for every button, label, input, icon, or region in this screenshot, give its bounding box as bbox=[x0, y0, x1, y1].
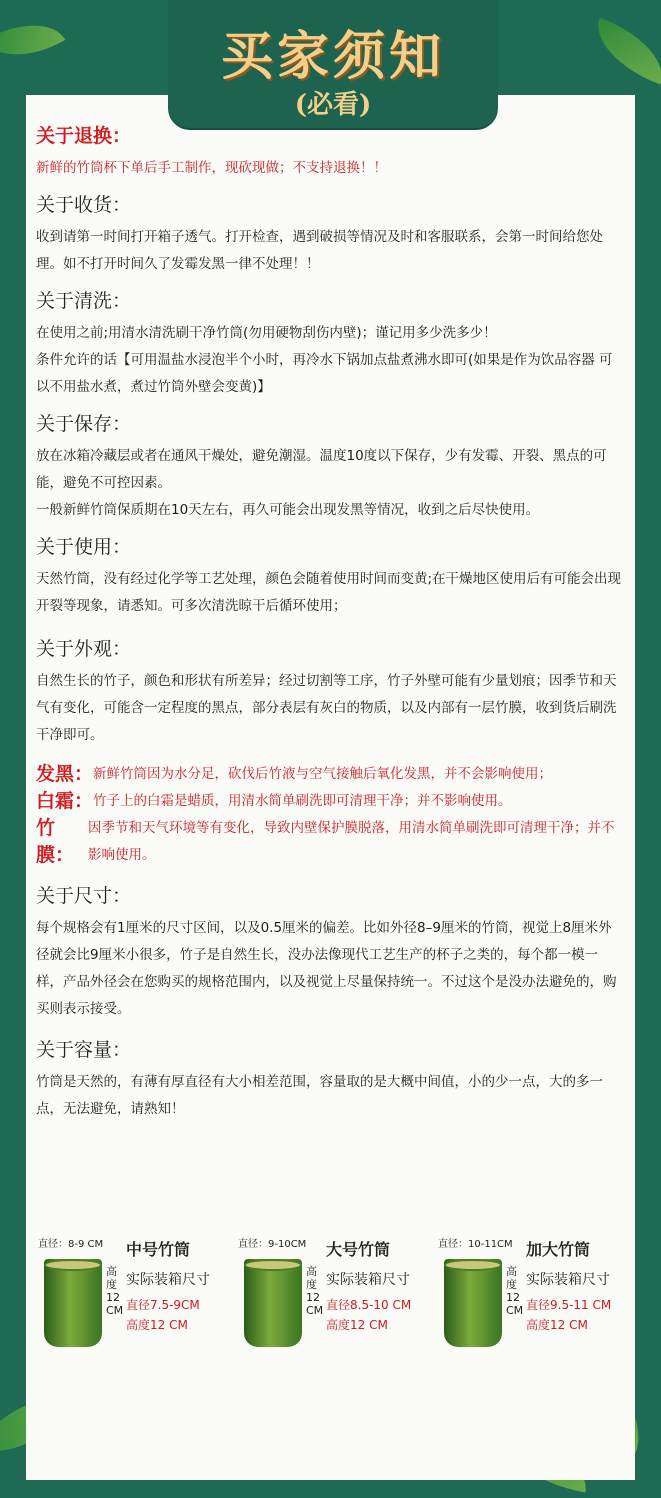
box-diameter: 直径9.5-11 CM bbox=[526, 1298, 612, 1312]
leaf-decoration bbox=[0, 5, 65, 75]
bamboo-cup-image bbox=[444, 1259, 502, 1347]
note-text: 竹子上的白霜是蜡质，用清水简单刷洗即可清理干净；并不影响使用。 bbox=[93, 793, 512, 809]
note-key: 白霜： bbox=[36, 790, 94, 812]
box-height: 高度12 CM bbox=[526, 1318, 588, 1332]
section-storage bbox=[36, 411, 625, 524]
notes-block bbox=[36, 761, 625, 869]
product-diameter: 直径：8-9 CM bbox=[38, 1239, 104, 1250]
product-box-dims bbox=[526, 1295, 611, 1335]
note-text: 因季节和天气环境等有变化，导致内壁保护膜脱落，用清水简单刷洗即可清理干净；并不影响使用。 bbox=[88, 820, 615, 863]
section-capacity bbox=[36, 1037, 625, 1123]
product-height-vertical: 高度12 CM bbox=[506, 1265, 524, 1317]
product-box-label: 实际装箱尺寸 bbox=[526, 1272, 610, 1288]
leaf-decoration bbox=[585, 18, 661, 85]
section-text: 一般新鲜竹筒保质期在10天左右，再久可能会出现发黑等情况，收到之后尽快使用。 bbox=[36, 502, 540, 518]
product-box-dims bbox=[326, 1295, 411, 1335]
section-text: 自然生长的竹子，颜色和形状有所差异；经过切割等工序，竹子外壁可能有少量划痕；因季节和天气有变化，可能含一定程度的黑点，部分表层有灰白的物质，以及内部有一层竹膜，收到货后刷洗干净即可。 bbox=[36, 673, 617, 743]
section-text: 在使用之前;用清水清洗刷干净竹筒(勿用硬物刮伤内壁)；谨记用多少洗多少！ bbox=[36, 325, 497, 341]
product-name: 中号竹筒 bbox=[126, 1240, 191, 1259]
section-heading: 关于容量： bbox=[36, 1039, 132, 1061]
section-heading: 关于尺寸： bbox=[36, 885, 132, 907]
product-height-vertical: 高度12 CM bbox=[106, 1265, 124, 1317]
box-height: 高度12 CM bbox=[126, 1318, 188, 1332]
section-heading: 关于使用： bbox=[36, 536, 132, 558]
section-heading: 关于保存： bbox=[36, 413, 132, 435]
product-box-label: 实际装箱尺寸 bbox=[126, 1272, 210, 1288]
note-key: 竹膜： bbox=[36, 817, 75, 866]
box-diameter: 直径8.5-10 CM bbox=[326, 1298, 412, 1312]
note-frost bbox=[36, 788, 625, 815]
bamboo-cup-image bbox=[244, 1259, 302, 1347]
section-receiving bbox=[36, 192, 625, 278]
product-box-label: 实际装箱尺寸 bbox=[326, 1272, 410, 1288]
note-text: 新鲜竹筒因为水分足，砍伐后竹液与空气接触后氧化发黑，并不会影响使用； bbox=[93, 766, 553, 782]
product-diameter: 直径：9-10CM bbox=[238, 1239, 307, 1250]
section-text: 放在冰箱冷藏层或者在通风干燥处，避免潮湿。温度10度以下保存，少有发霉、开裂、黑点的可能，避免不可控因素。 bbox=[36, 448, 607, 491]
box-height: 高度12 CM bbox=[326, 1318, 388, 1332]
section-text: 条件允许的话【可用温盐水浸泡半个小时，再冷水下锅加点盐煮沸水即可(如果是作为饮品容器 可以不用盐水煮，煮过竹筒外壁会变黄)】 bbox=[36, 352, 613, 395]
product-name: 大号竹筒 bbox=[326, 1240, 391, 1259]
note-membrane bbox=[36, 815, 625, 869]
product-large bbox=[238, 1235, 433, 1405]
section-size bbox=[36, 883, 625, 1023]
section-text: 每个规格会有1厘米的尺寸区间，以及0.5厘米的偏差。比如外径8–9厘米的竹筒，视觉上8厘米外径就会比9厘米小很多，竹子是自然生长，没办法像现代工艺生产的杯子之类的，每个都一模一样，产品外径会在您购买的规格范围内，以及视觉上尽量保持统一。不过这个是没办法避免的，购买则表示接受。 bbox=[36, 920, 617, 1017]
bamboo-cup-image bbox=[44, 1259, 102, 1347]
section-cleaning bbox=[36, 288, 625, 401]
product-extra-large bbox=[438, 1235, 633, 1405]
product-height-vertical: 高度12 CM bbox=[306, 1265, 324, 1317]
section-appearance bbox=[36, 636, 625, 749]
section-text: 天然竹筒，没有经过化学等工艺处理，颜色会随着使用时间而变黄;在干燥地区使用后有可能会出现开裂等现象，请悉知。可多次清洗晾干后循环使用； bbox=[36, 571, 622, 614]
section-usage bbox=[36, 534, 625, 620]
section-text: 新鲜的竹筒杯下单后手工制作，现砍现做；不支持退换！！ bbox=[36, 160, 387, 176]
section-returns bbox=[36, 123, 625, 182]
product-medium bbox=[38, 1235, 233, 1405]
note-blackening bbox=[36, 761, 625, 788]
section-text: 收到请第一时间打开箱子透气。打开检查，遇到破损等情况及时和客服联系，会第一时间给您处理。如不打开时间久了发霉发黑一律不处理！！ bbox=[36, 229, 603, 272]
product-diameter: 直径：10-11CM bbox=[438, 1239, 513, 1250]
box-diameter: 直径7.5-9CM bbox=[126, 1298, 200, 1312]
section-text: 竹筒是天然的，有薄有厚直径有大小相差范围，容量取的是大概中间值，小的少一点，大的多一点，无法避免，请熟知！ bbox=[36, 1074, 603, 1117]
title-banner bbox=[168, 0, 498, 128]
section-heading: 关于退换： bbox=[36, 125, 132, 147]
section-heading: 关于外观： bbox=[36, 638, 132, 660]
page-title: 买家须知 bbox=[220, 26, 445, 87]
product-name: 加大竹筒 bbox=[526, 1240, 591, 1259]
product-box-dims bbox=[126, 1295, 200, 1335]
section-heading: 关于收货： bbox=[36, 194, 132, 216]
notice-card bbox=[26, 95, 635, 1480]
section-heading: 关于清洗： bbox=[36, 290, 132, 312]
note-key: 发黑： bbox=[36, 763, 94, 785]
product-sizes bbox=[38, 1235, 625, 1405]
page-subtitle: (必看) bbox=[294, 90, 372, 120]
